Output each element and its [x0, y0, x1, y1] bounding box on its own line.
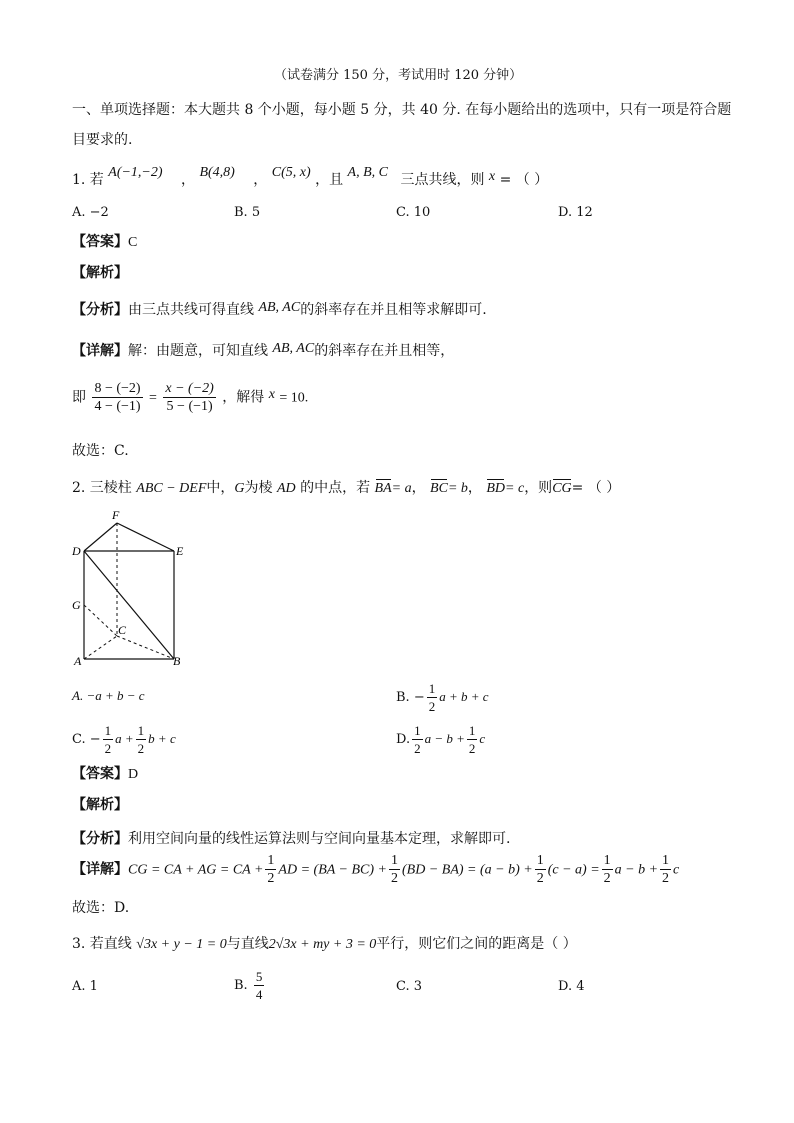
q3-line-2: 2√3x + my + 3 = 0 — [268, 937, 377, 952]
frac-half — [602, 852, 613, 887]
segment-db — [84, 551, 174, 659]
half-den: 2 — [603, 871, 611, 886]
q1-point-a: A(−1,−2) — [108, 165, 163, 180]
fenxi-tag: 【分析】 — [72, 302, 128, 318]
q1-answer-value: C — [128, 235, 138, 250]
q2-option-d-pre: D. — [396, 732, 411, 747]
q1-eq-val: = 10. — [279, 390, 309, 406]
q1-eq-pre: 即 — [72, 389, 86, 406]
half-den: 2 — [414, 741, 421, 756]
q1-xiangjie-pre: 解：由题意，可知直线 — [128, 343, 268, 359]
q2-derivation-5: a − b + — [614, 862, 659, 878]
vec-bc-label: BC — [430, 481, 448, 496]
section-heading-line1: 一、单项选择题：本大题共 8 个小题，每小题 5 分，共 40 分. 在每小题给出的选项中，只有一项是符合题 — [72, 102, 732, 118]
hidden-edge-cb — [117, 636, 174, 659]
q2-option-c-post: b + c — [148, 731, 176, 746]
q1-f1-num: 8 − (−2) — [94, 381, 141, 396]
q1-eq-var: x — [268, 386, 275, 402]
half-den: 2 — [267, 871, 275, 886]
label-g: G — [72, 598, 81, 612]
q2-fenxi — [72, 829, 510, 849]
edge-fd — [84, 523, 117, 551]
q2-option-b-post: a + b + c — [439, 689, 489, 704]
q1-option-a[interactable]: A. −2 — [72, 205, 109, 220]
vec-ba-label: BA — [374, 481, 392, 496]
q1-xiangjie-lines: AB, AC — [272, 341, 315, 356]
half-num: 1 — [414, 723, 421, 738]
q1-f2-den: 5 − (−1) — [166, 399, 213, 414]
xiangjie-tag: 【详解】 — [72, 861, 128, 878]
frac-half — [535, 852, 546, 887]
half-num: 1 — [137, 723, 145, 738]
vec-bc — [430, 479, 448, 499]
label-c: C — [118, 623, 127, 637]
q1-eq-mid: = — [149, 390, 157, 406]
frac-half — [103, 722, 114, 757]
q1-cond-post: 三点共线，则 — [400, 172, 485, 188]
vec-ba-rhs: = a — [391, 481, 412, 496]
q2-option-d-post: c — [479, 731, 486, 746]
frac-five-fourths — [254, 968, 265, 1003]
q2-ad: AD — [276, 481, 296, 496]
vec-ba — [375, 479, 392, 499]
q1-analysis-tag: 【解析】 — [72, 265, 128, 281]
q2-option-d-mid: a − b + — [424, 731, 465, 746]
q2-derivation-3: (BD − BA) = (a − b) + — [402, 862, 533, 878]
q2-option-b-pre: B. − — [396, 690, 425, 705]
fenxi-tag: 【分析】 — [72, 831, 128, 847]
q2-xiangjie — [72, 852, 679, 887]
half-num: 1 — [104, 723, 112, 738]
frac-half — [389, 852, 400, 887]
q1-fraction-1 — [92, 380, 142, 415]
vec-bd-rhs: = c — [505, 481, 525, 496]
label-f: F — [112, 508, 120, 522]
q2-answer-value: D — [128, 767, 139, 782]
q1-point-c: C(5, x) — [271, 165, 311, 180]
half-num: 1 — [267, 853, 275, 868]
q1-f2-num: x − (−2) — [165, 381, 214, 396]
frac-half — [136, 722, 147, 757]
answer-tag: 【答案】 — [72, 766, 128, 782]
vec-bd-label: BD — [486, 481, 506, 496]
half-den: 2 — [468, 741, 476, 756]
five-fourths-den: 4 — [255, 987, 263, 1002]
q2-derivation-1: CG = CA + AG = CA + — [128, 862, 264, 878]
q2-analysis-tag: 【解析】 — [72, 797, 128, 813]
q1-final: 故选：C. — [72, 443, 129, 459]
q2-stem: 2. 三棱柱 ABC − DEF中，G为棱 AD 的中点，若 BA= a， BC= b， BD= c，则CG= （ ） — [72, 478, 620, 499]
q3-option-c[interactable]: C. 3 — [396, 979, 423, 994]
q2-final: 故选：D. — [72, 900, 130, 916]
edge-fe — [117, 523, 174, 551]
prism-figure — [66, 508, 196, 673]
q3-option-a[interactable]: A. 1 — [72, 979, 98, 994]
q2-option-d[interactable] — [396, 722, 485, 757]
exam-info: （试卷满分 150 分，考试用时 120 分钟） — [274, 68, 523, 83]
half-den: 2 — [428, 699, 436, 714]
q1-eq-post: ，解得 — [222, 389, 265, 406]
q1-fenxi-lines: AB, AC — [258, 300, 301, 315]
q2-option-c[interactable] — [72, 722, 176, 757]
hidden-edge-ac — [84, 636, 117, 659]
q3-stem — [72, 934, 577, 955]
vec-bd — [486, 479, 505, 499]
half-den: 2 — [104, 741, 112, 756]
q1-option-b[interactable]: B. 5 — [234, 205, 261, 220]
frac-half — [427, 680, 438, 715]
q3-option-b[interactable] — [234, 968, 266, 1003]
half-den: 2 — [536, 871, 544, 886]
label-a: A — [74, 654, 82, 668]
q2-stem-mid3: 的中点，若 — [300, 480, 371, 496]
q1-points: A, B, C — [347, 165, 388, 180]
q2-stem-mid2: 为棱 — [244, 480, 273, 496]
q1-fenxi — [72, 300, 487, 321]
hidden-segment-gc — [84, 605, 117, 636]
q1-fenxi-post: 的斜率存在并且相等求解即可. — [300, 302, 487, 318]
q2-stem-tail: = （ ） — [571, 480, 621, 496]
label-b: B — [173, 654, 181, 668]
q3-line-1: √3x + y − 1 = 0 — [136, 937, 227, 952]
q3-option-b-pre: B. — [234, 978, 248, 993]
answer-tag: 【答案】 — [72, 234, 128, 250]
q2-stem-pre: 2. 三棱柱 — [72, 480, 132, 496]
half-num: 1 — [603, 853, 611, 868]
q3-stem-pre: 3. 若直线 — [72, 936, 132, 952]
q1-fenxi-pre: 由三点共线可得直线 — [128, 302, 254, 318]
q1-option-c[interactable]: C. 10 — [396, 205, 431, 220]
q1-number: 1. 若 — [72, 172, 104, 188]
q2-option-c-pre: C. − — [72, 732, 101, 747]
frac-half — [265, 852, 276, 887]
q2-prism: ABC − DEF — [136, 481, 207, 496]
q2-stem-tail-pre: ，则 — [524, 480, 553, 496]
section-heading-line2: 目要求的. — [72, 132, 133, 148]
q1-answer — [72, 232, 137, 253]
five-fourths-num: 5 — [255, 969, 263, 984]
half-num: 1 — [662, 853, 670, 868]
q2-derivation-2: AD = (BA − BC) + — [278, 862, 387, 878]
frac-half — [412, 722, 423, 757]
q2-derivation-4: (c − a) = — [547, 862, 600, 878]
half-num: 1 — [428, 681, 436, 696]
q2-derivation-6: c — [673, 862, 680, 878]
half-num: 1 — [536, 853, 544, 868]
label-e: E — [176, 544, 184, 558]
q2-option-a[interactable]: A. −a + b − c — [72, 688, 145, 703]
vec-bc-rhs: = b — [447, 481, 468, 496]
half-den: 2 — [662, 871, 670, 886]
q1-tail: = （ ） — [499, 172, 549, 188]
q2-option-b[interactable] — [396, 680, 489, 715]
q1-xiangjie — [72, 341, 454, 362]
xiangjie-tag: 【详解】 — [72, 343, 128, 359]
q1-xiangjie-post: 的斜率存在并且相等， — [314, 343, 455, 359]
q1-var: x — [488, 169, 496, 184]
q2-answer — [72, 764, 138, 785]
q3-option-d[interactable]: D. 4 — [558, 979, 585, 994]
label-d: D — [72, 544, 81, 558]
half-den: 2 — [137, 741, 145, 756]
q2-option-c-mid: a + — [115, 731, 134, 746]
frac-half — [467, 722, 478, 757]
half-num: 1 — [391, 853, 398, 868]
q2-stem-mid1: 中， — [206, 480, 235, 496]
q3-stem-post: 平行，则它们之间的距离是（ ） — [376, 936, 577, 952]
q1-option-d[interactable]: D. 12 — [558, 205, 593, 220]
q2-g: G — [234, 481, 245, 496]
vec-cg-label: CG — [552, 481, 572, 496]
q3-stem-mid: 与直线 — [226, 936, 269, 952]
q1-cond-pre: ，且 — [315, 172, 344, 188]
q2-fenxi-text: 利用空间向量的线性运算法则与空间向量基本定理，求解即可. — [128, 831, 511, 847]
half-den: 2 — [391, 871, 398, 886]
q1-point-b: B(4,8) — [199, 165, 235, 180]
frac-half — [660, 852, 671, 887]
q1-f1-den: 4 − (−1) — [94, 399, 141, 414]
q1-fraction-2 — [163, 380, 215, 415]
q1-equation — [72, 380, 308, 415]
q1-stem: 1. 若 A(−1,−2) ， B(4,8) ， C(5, x) ，且 A, B, C 三点共线，则 x = （ ） — [72, 165, 549, 188]
half-num: 1 — [468, 723, 476, 738]
vec-cg — [552, 479, 571, 499]
